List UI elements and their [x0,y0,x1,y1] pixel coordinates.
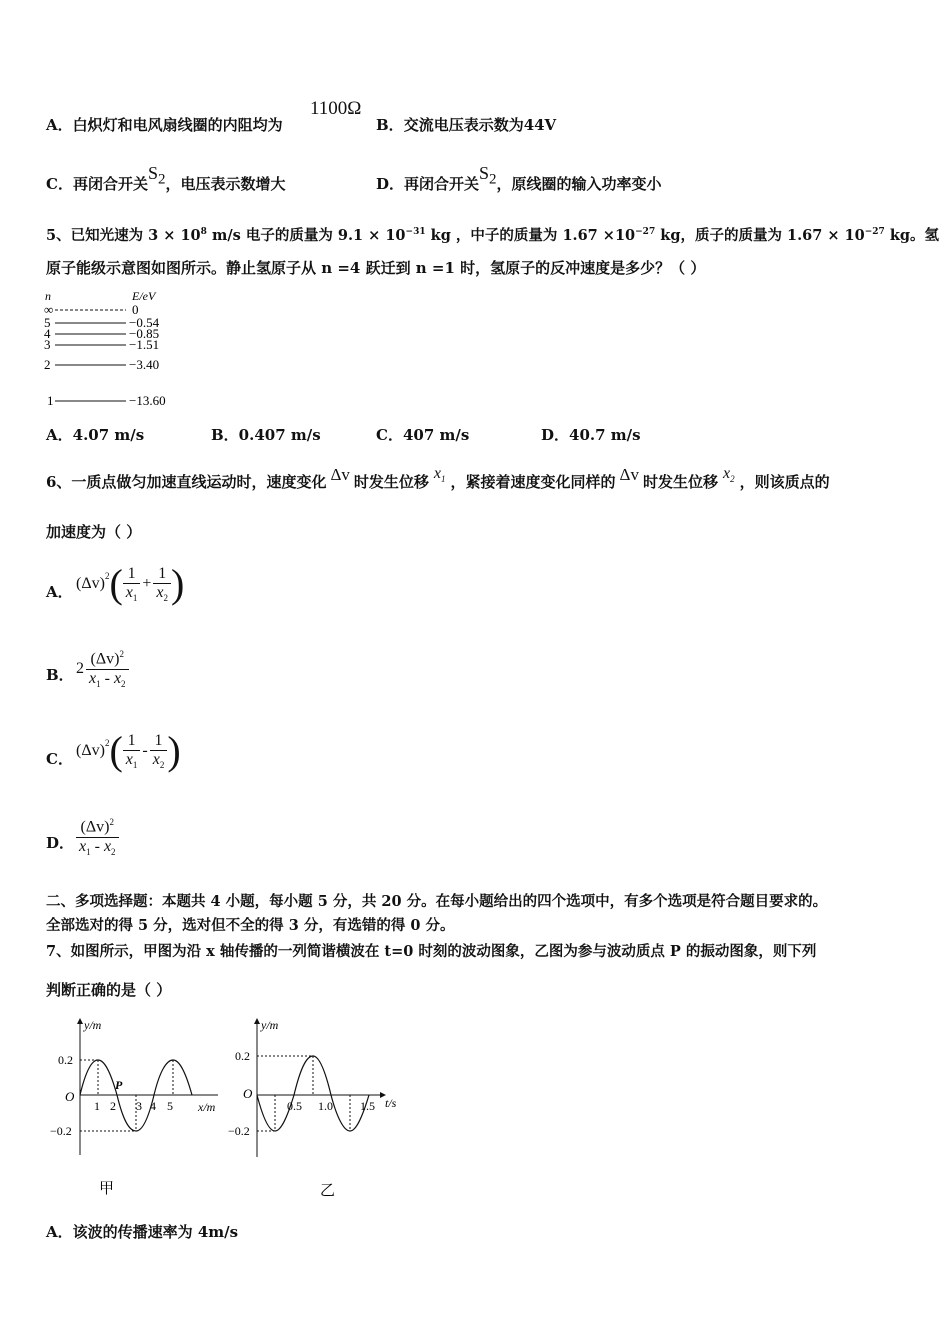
denominator [123,584,141,603]
caption-yi: 乙 [320,1183,336,1199]
level-e-4: −0.85 [129,326,160,341]
sub: 1 [96,678,101,689]
section2-line2: 全部选对的得 5 分，选对但不全的得 3 分，有选错的得 0 分。 [46,917,455,934]
denominator [150,751,168,770]
dv-paren: (Δv) [80,818,110,836]
x: x [103,837,112,855]
option-text-post: ，原线圈的输入功率变小 [496,175,662,193]
minus: - [104,669,110,687]
level-e-5: −0.54 [129,315,160,330]
x: x [156,583,164,601]
sub: 2 [163,593,169,604]
x: x [722,465,731,482]
q6-option-d-expr [76,810,119,864]
option-text: 再闭合开关 [72,175,148,193]
q6-line1 [46,465,830,498]
square: 2 [109,817,114,828]
x-tick-5: 5 [167,1099,173,1113]
option-text-post: ，电压表示数增大 [165,175,286,193]
q4-option-a-value: 1100Ω [310,98,362,119]
origin-label: O [243,1086,253,1101]
q6-option-d-label: D． [46,834,75,852]
x: x [125,583,133,601]
t-tick-1.0: 1.0 [318,1099,333,1113]
square: 2 [104,571,110,581]
coefficient: 2 [76,660,84,677]
q5-option-b: B．0.407 m/s [211,426,321,444]
e-axis-label: E/eV [132,289,156,303]
t-tick-0.5: 0.5 [287,1099,302,1113]
dv-symbol: Δv [619,465,639,484]
dv-paren: (Δv) [90,650,120,668]
dv-paren: (Δv) [76,742,105,759]
q5-option-a: A．4.07 m/s [46,426,145,444]
x2-symbol [718,465,740,485]
switch-s: S [479,163,490,183]
right-paren: ) [167,728,181,773]
denominator [153,584,171,603]
y-tick-top: 0.2 [58,1053,73,1067]
numerator [76,817,119,837]
level-e-2: −3.40 [129,357,160,372]
n-axis-label: n [45,289,51,303]
point-p-label: P [115,1078,123,1092]
fraction [86,649,129,689]
sub: 1 [132,760,138,771]
minus: - [142,742,148,759]
option-text: 再闭合开关 [404,175,480,193]
q6-option-c-expr [76,723,181,779]
q6-option-c-label: C． [46,750,73,768]
sub: 1 [132,593,138,604]
minus: - [94,837,100,855]
q7-line2: 判断正确的是（ ） [46,981,172,999]
caption-jia: 甲 [99,1181,115,1197]
q6-option-b-label: B． [46,666,74,684]
origin-label: O [65,1089,75,1104]
sub: 2 [111,846,116,857]
sub: 2 [730,474,735,485]
level-e-3: −1.51 [129,337,160,352]
t-axis-label: t/s [385,1096,397,1110]
denominator [123,751,141,770]
q5-option-d: D．40.7 m/s [541,426,641,444]
level-n-inf: ∞ [44,302,54,317]
text: kg ，中子的质量为 1.67 ×10 [425,226,636,244]
level-n-2: 2 [44,357,51,372]
option-text: 白炽灯和电风扇线圈的内阻均为 [72,116,283,134]
switch-sub: 2 [157,171,166,188]
level-n-1: 1 [47,393,54,408]
x-tick-4: 4 [150,1099,156,1113]
level-n-3: 3 [44,337,51,352]
left-paren: ( [109,728,123,773]
x: x [113,669,122,687]
switch-s: S [147,163,158,183]
x-axis-label: x/m [198,1100,216,1114]
exp: −31 [405,227,426,237]
fraction [153,565,171,603]
x: x [152,750,160,768]
level-e-1: −13.60 [129,393,166,408]
switch-sub: 2 [489,171,497,188]
text: 时发生位移 [353,473,429,491]
vibration-graph-yi [228,1015,413,1205]
dv-symbol: Δv [330,465,350,484]
energy-level-diagram [40,286,190,412]
sub: 2 [159,760,165,771]
q5-option-c: C．407 m/s [376,426,470,444]
x-tick-1: 1 [94,1099,100,1113]
x-tick-3: 3 [136,1099,142,1113]
text: 5、已知光速为 3 × 10 [46,226,201,244]
q7-option-a: A．该波的传播速率为 4m/s [46,1223,239,1241]
numerator [86,649,129,669]
y-axis-label: y/m [84,1018,102,1032]
sub: 1 [86,846,91,857]
square: 2 [104,738,110,748]
x-tick-2: 2 [110,1099,116,1113]
switch-symbol [147,163,166,188]
x: x [79,837,87,855]
section2-line1: 二、多项选择题：本题共 4 小题，每小题 5 分，共 20 分。在每小题给出的四个选项中，有多个选项是符合题目要求的。 [46,893,828,910]
y-tick-bottom: −0.2 [50,1124,72,1138]
numerator: 1 [153,565,171,584]
x: x [89,669,97,687]
q4-option-a [46,115,283,135]
numerator: 1 [150,732,168,751]
option-label: D． [376,175,405,193]
q7-line1: 7、如图所示，甲图为沿 x 轴传播的一列简谐横波在 t=0 时刻的波动图象，乙图为参与波动质点 P 的振动图象，则下列 [46,943,817,960]
wave-graph-jia [48,1015,228,1205]
option-label: B． [376,116,404,134]
fraction [76,817,119,857]
exp: −27 [864,227,885,237]
text: 6、一质点做匀加速直线运动时，速度变化 [46,473,327,491]
q5-line1 [46,222,939,246]
fraction [123,732,141,770]
q6-option-b-expr [76,642,129,696]
option-label: C． [46,175,73,193]
sub: 2 [121,678,126,689]
q4-option-d [376,163,662,200]
q5-line2: 原子能级示意图如图所示。静止氢原子从 n =4 跃迁到 n =1 时，氢原子的反冲速度是多少？（ ） [46,259,706,277]
plus: + [142,575,152,592]
switch-symbol [479,163,497,188]
exp: 8 [200,227,207,237]
q4-option-b [376,115,556,135]
numerator: 1 [123,565,141,584]
right-paren: ) [171,561,185,606]
left-paren: ( [109,561,123,606]
text: 时发生位移 [642,473,718,491]
numerator: 1 [123,732,141,751]
text: m/s 电子的质量为 9.1 × 10 [206,226,406,244]
t-tick-1.5: 1.5 [360,1099,375,1113]
y-axis-label: y/m [261,1018,279,1032]
x: x [125,750,133,768]
y-tick-top: 0.2 [235,1049,250,1063]
q6-option-a-label: A． [46,583,73,601]
q6-line2: 加速度为（ ） [46,523,142,541]
option-label: A． [46,116,73,134]
y-tick-bottom: −0.2 [228,1124,250,1138]
square: 2 [119,649,124,660]
fraction [123,565,141,603]
dv-paren: (Δv) [76,575,105,592]
option-text: 交流电压表示数为44V [403,116,557,134]
text: ，则该质点的 [739,473,830,491]
q6-option-a-expr [76,556,184,612]
text: ，紧接着速度变化同样的 [450,473,616,491]
x: x [433,465,442,482]
q4-option-c [46,163,286,200]
denominator [76,838,119,857]
text: kg。氢 [884,226,940,244]
x1-symbol [429,465,451,485]
level-n-5: 5 [44,315,51,330]
level-e-inf: 0 [132,302,139,317]
sub: 1 [441,474,446,485]
denominator [86,670,129,689]
level-n-4: 4 [44,326,51,341]
exp: −27 [635,227,656,237]
text: kg，质子的质量为 1.67 × 10 [655,226,865,244]
fraction [150,732,168,770]
